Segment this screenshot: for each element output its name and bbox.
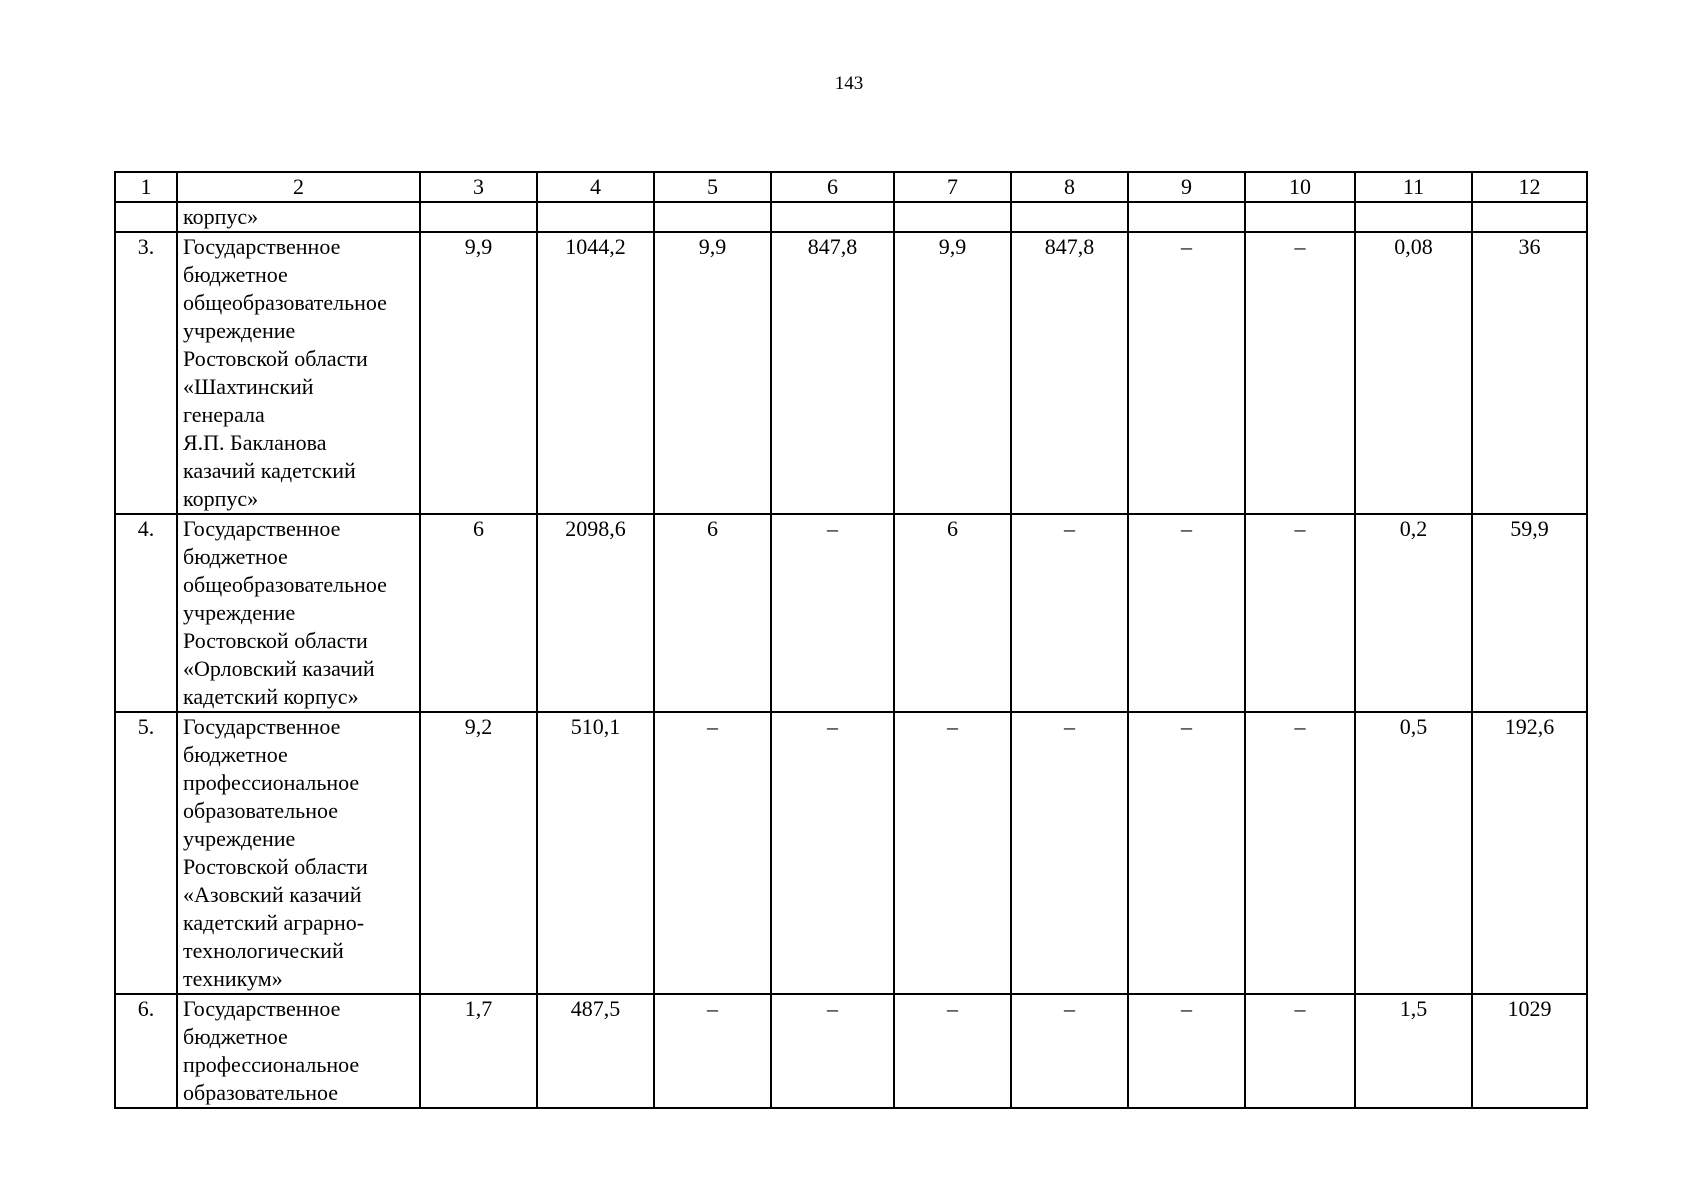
table-cell [1011, 202, 1128, 232]
table-cell: – [1245, 232, 1355, 514]
table-cell: – [654, 712, 771, 994]
table-cell: – [894, 712, 1011, 994]
table-cell: – [1011, 514, 1128, 712]
table-cell: 192,6 [1472, 712, 1587, 994]
table-cell: 2098,6 [537, 514, 654, 712]
table-cell: 9,9 [420, 232, 537, 514]
table-cell: 36 [1472, 232, 1587, 514]
table-cell: 6 [420, 514, 537, 712]
institution-name-cell: Государственное бюджетное профессиональное образовательное [177, 994, 420, 1108]
column-number-cell: 3 [420, 172, 537, 202]
table-cell: 0,2 [1355, 514, 1472, 712]
table-cell [537, 202, 654, 232]
table-row [115, 994, 1587, 1108]
column-number-cell: 7 [894, 172, 1011, 202]
institution-name-cell: Государственное бюджетное общеобразовательное учреждение Ростовской области «Орловский казачий кадетский корпус» [177, 514, 420, 712]
table-cell: 487,5 [537, 994, 654, 1108]
institution-name-cell: корпус» [177, 202, 420, 232]
table-cell: 1044,2 [537, 232, 654, 514]
table-cell: 847,8 [771, 232, 894, 514]
table-cell [894, 202, 1011, 232]
table-cell [1355, 202, 1472, 232]
table-cell: 9,2 [420, 712, 537, 994]
data-table [114, 171, 1588, 1109]
row-number-cell: 3. [115, 232, 177, 514]
table-cell: 0,08 [1355, 232, 1472, 514]
table-cell [420, 202, 537, 232]
table-cell: 9,9 [654, 232, 771, 514]
table-row [115, 232, 1587, 514]
table-cell: – [1128, 994, 1245, 1108]
row-number-cell: 5. [115, 712, 177, 994]
page-number: 143 [834, 73, 864, 94]
column-number-cell: 11 [1355, 172, 1472, 202]
continuation-row [115, 202, 1587, 232]
table-cell: 510,1 [537, 712, 654, 994]
column-number-cell: 8 [1011, 172, 1128, 202]
institution-name-cell: Государственное бюджетное общеобразовательное учреждение Ростовской области «Шахтинский генерала Я.П. Бакланова казачий кадетский корпус» [177, 232, 420, 514]
column-number-cell: 4 [537, 172, 654, 202]
institution-name-cell: Государственное бюджетное профессиональное образовательное учреждение Ростовской области «Азовский казачий кадетский аграрно- технологический техникум» [177, 712, 420, 994]
table-cell: 9,9 [894, 232, 1011, 514]
column-number-cell: 2 [177, 172, 420, 202]
table-cell: 0,5 [1355, 712, 1472, 994]
column-number-cell: 10 [1245, 172, 1355, 202]
table-cell: – [1128, 232, 1245, 514]
table-cell: – [1245, 514, 1355, 712]
table-cell [1472, 202, 1587, 232]
table-cell: 1029 [1472, 994, 1587, 1108]
table-cell: – [1128, 514, 1245, 712]
table-cell: – [1011, 712, 1128, 994]
column-number-cell: 5 [654, 172, 771, 202]
row-number-cell: 6. [115, 994, 177, 1108]
table-cell: – [1245, 994, 1355, 1108]
table-cell: 59,9 [1472, 514, 1587, 712]
table-cell [1128, 202, 1245, 232]
column-number-row [115, 172, 1587, 202]
table-cell: – [771, 994, 894, 1108]
table-cell: – [654, 994, 771, 1108]
table-cell: 1,5 [1355, 994, 1472, 1108]
table-cell: – [894, 994, 1011, 1108]
table-row [115, 514, 1587, 712]
table-cell: – [1011, 994, 1128, 1108]
column-number-cell: 1 [115, 172, 177, 202]
column-number-cell: 9 [1128, 172, 1245, 202]
table-row [115, 712, 1587, 994]
table-cell: – [771, 514, 894, 712]
table-cell: – [1128, 712, 1245, 994]
table-cell: – [771, 712, 894, 994]
column-number-cell: 6 [771, 172, 894, 202]
column-number-cell: 12 [1472, 172, 1587, 202]
table-cell: – [1245, 712, 1355, 994]
table-cell: 6 [894, 514, 1011, 712]
table-cell: 847,8 [1011, 232, 1128, 514]
table-cell: 6 [654, 514, 771, 712]
table-cell [654, 202, 771, 232]
table-cell: 1,7 [420, 994, 537, 1108]
row-number-cell: 4. [115, 514, 177, 712]
table-cell [115, 202, 177, 232]
table-cell [1245, 202, 1355, 232]
table-cell [771, 202, 894, 232]
